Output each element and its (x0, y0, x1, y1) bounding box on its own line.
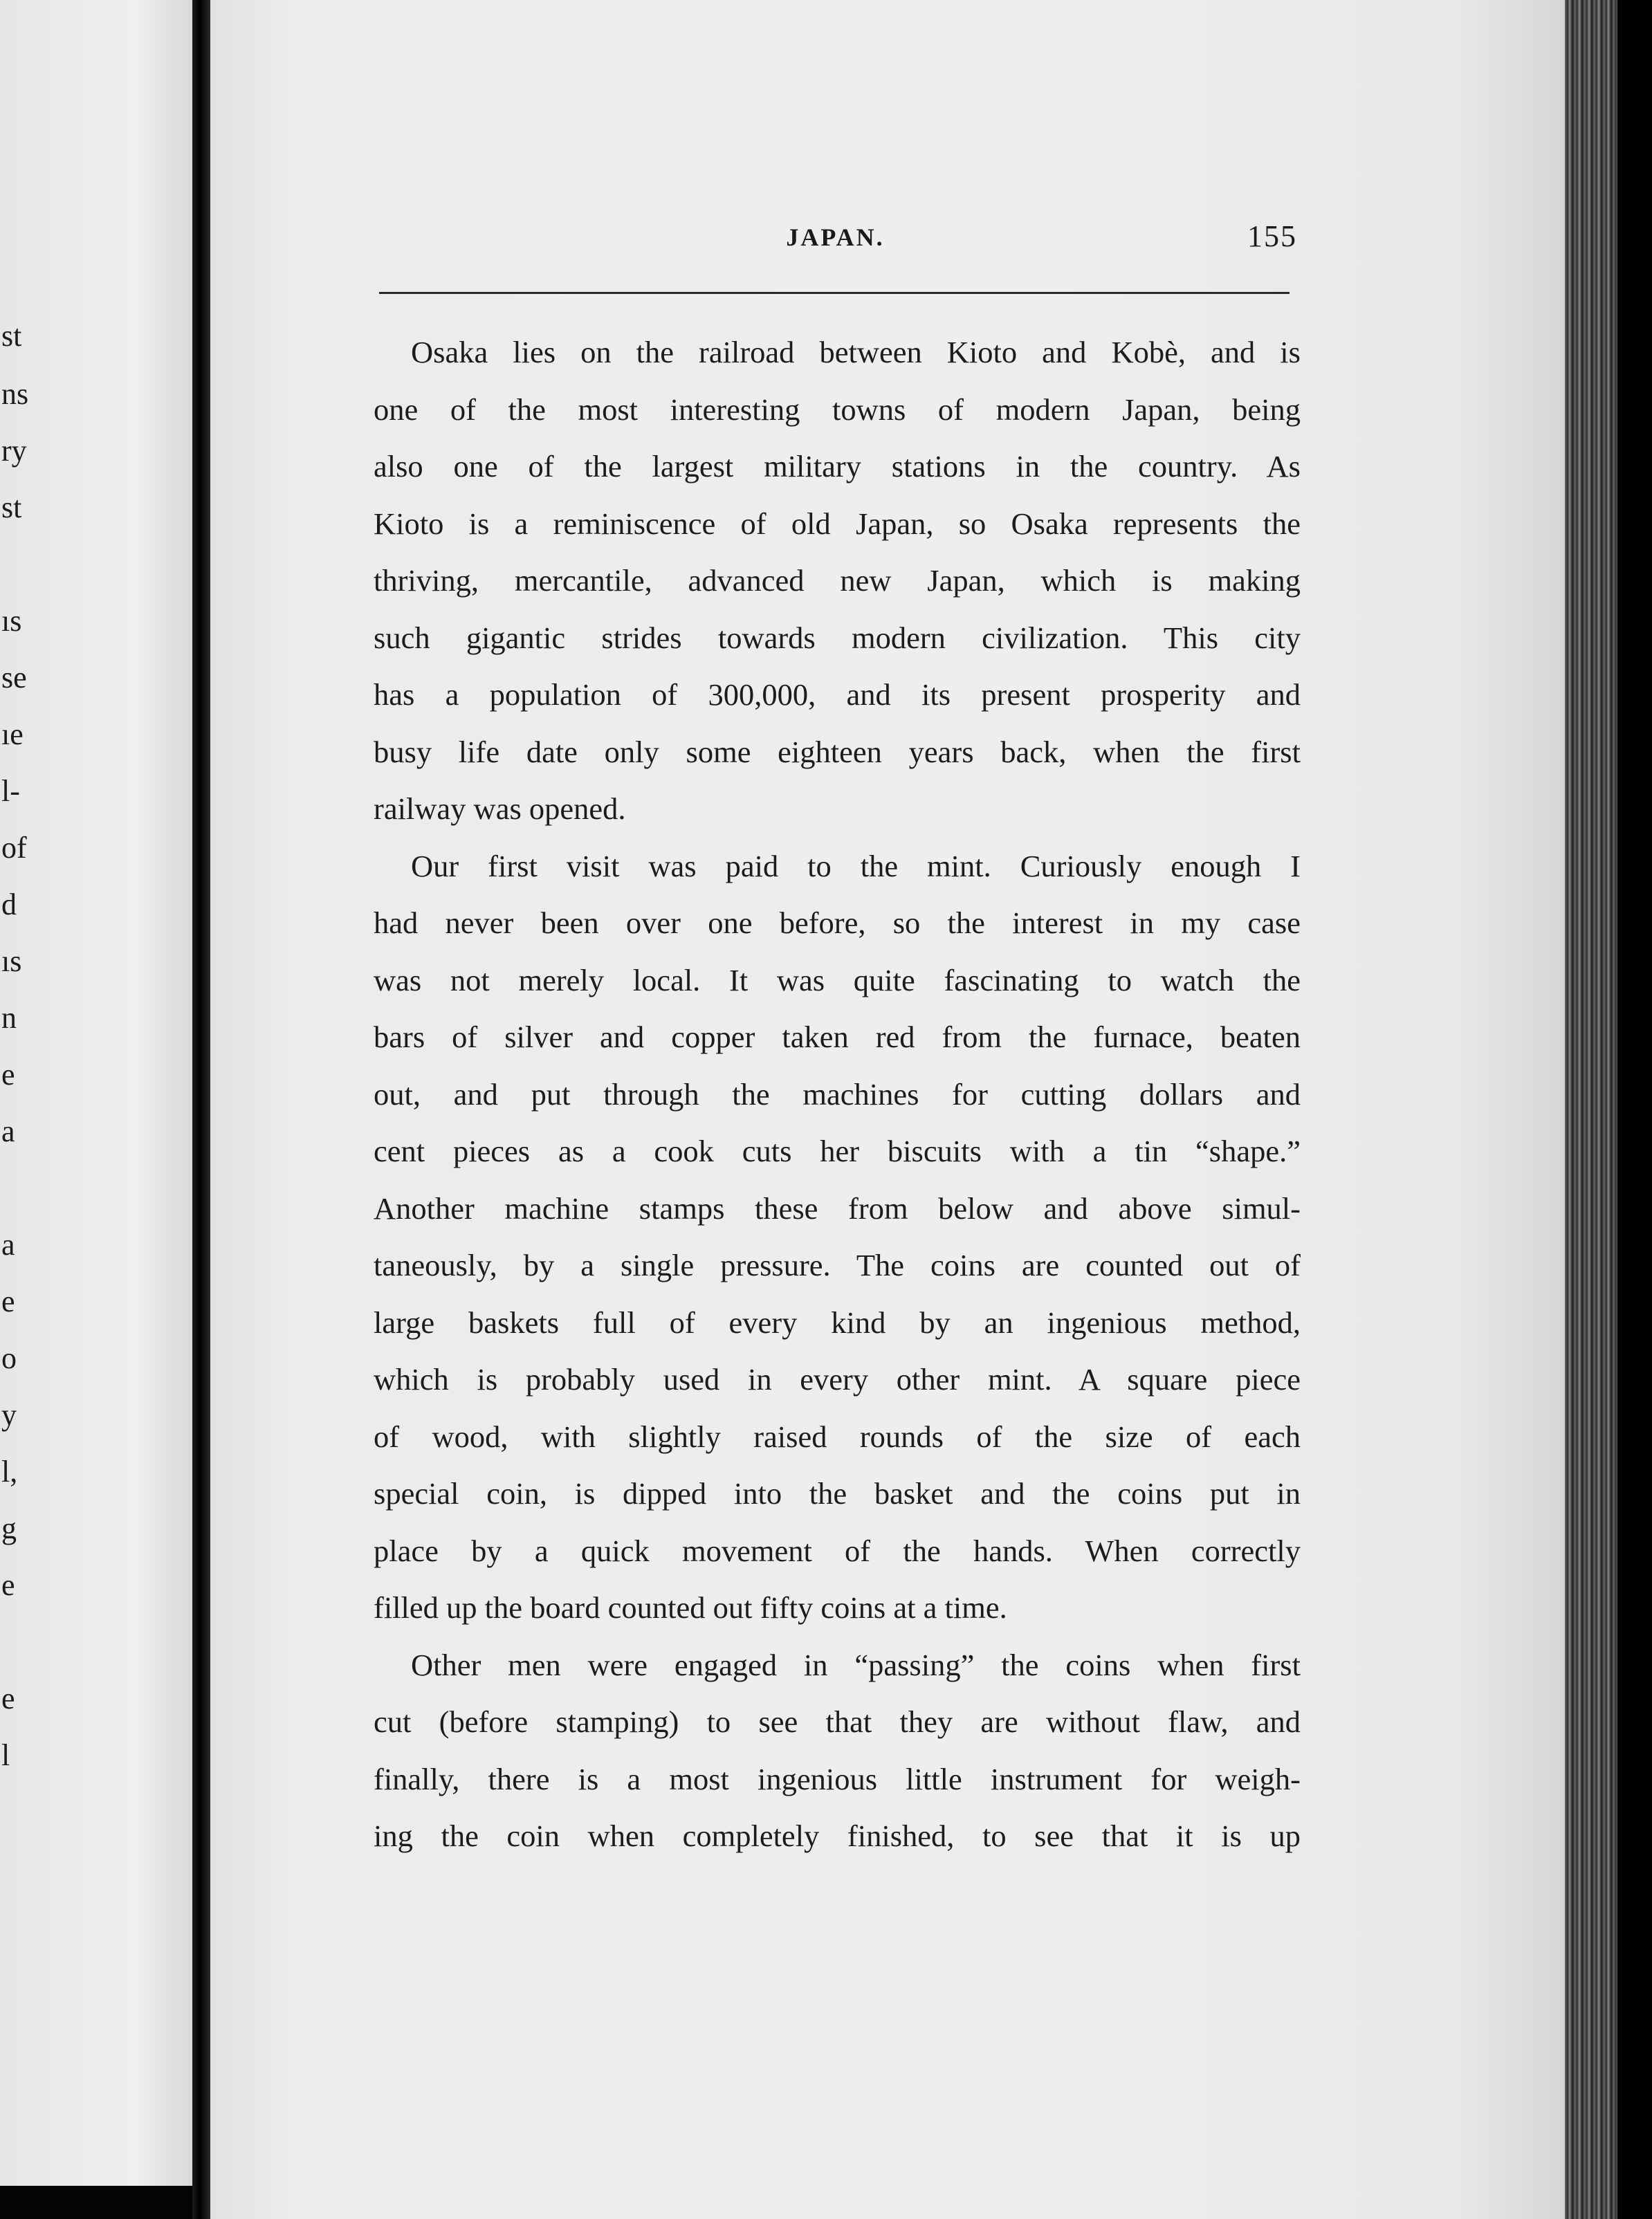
fragment: ıs (1, 944, 22, 978)
text-line: Our first visit was paid to the mint. Curiously enough I (411, 848, 1301, 883)
fragment: ıe (1, 717, 24, 751)
text-line: of wood, with slightly raised rounds of the size of each (374, 1419, 1301, 1454)
text-line: such gigantic strides towards modern civilization. This city (374, 620, 1301, 655)
text-line: cent pieces as a cook cuts her biscuits with a tin “shape.” (374, 1134, 1301, 1168)
previous-page-text-fragments (0, 0, 192, 2186)
page-number: 155 (1247, 219, 1297, 253)
fragment: e (1, 1285, 15, 1318)
body-text (374, 324, 1301, 1865)
text-line: had never been over one before, so the interest in my case (374, 905, 1301, 940)
fragment: l, (1, 1455, 18, 1489)
text-line: Kioto is a reminiscence of old Japan, so Osaka represents the (374, 506, 1301, 541)
fragment: e (1, 1058, 15, 1092)
text-line: special coin, is dipped into the basket and the coins put in (374, 1476, 1301, 1511)
fragment: d (1, 887, 17, 921)
text-line: also one of the largest military stations in the country. As (374, 449, 1301, 484)
running-head (374, 219, 1297, 264)
header-rule (379, 292, 1290, 294)
paragraph (374, 838, 1301, 1637)
text-line: thriving, mercantile, advanced new Japan, which is making (374, 563, 1301, 598)
text-line: Another machine stamps these from below and above simul- (374, 1190, 1301, 1226)
text-line: place by a quick movement of the hands. When correctly (374, 1533, 1301, 1568)
previous-page-edge (0, 0, 192, 2186)
text-line: cut (before stamping) to see that they are without flaw, and (374, 1704, 1301, 1739)
fragment: ıs (1, 604, 22, 638)
fragment: ry (1, 434, 27, 468)
fragment: o (1, 1341, 17, 1375)
fragment: e (1, 1568, 15, 1602)
fragment: a (1, 1114, 15, 1148)
page-edges (1565, 0, 1652, 2219)
text-line: filled up the board counted out fifty coins at a time. (374, 1590, 1007, 1625)
fragment: l (1, 1738, 10, 1772)
text-line: finally, there is a most ingenious little instrument for weigh- (374, 1761, 1301, 1796)
text-line: large baskets full of every kind by an ingenious method, (374, 1305, 1301, 1340)
fragment: a (1, 1228, 15, 1262)
text-line: taneously, by a single pressure. The coins are counted out of (374, 1248, 1301, 1282)
text-line: railway was opened. (374, 791, 626, 826)
text-line: busy life date only some eighteen years back, when the first (374, 734, 1301, 769)
fragment: e (1, 1682, 15, 1715)
text-line: Other men were engaged in “passing” the coins when first (411, 1647, 1301, 1682)
running-title: JAPAN. (786, 223, 885, 251)
fragment: y (1, 1398, 17, 1432)
fragment: of (1, 831, 27, 865)
paragraph (374, 1637, 1301, 1865)
fragment: g (1, 1511, 17, 1545)
fragment: n (1, 1001, 17, 1035)
text-line: out, and put through the machines for cutting dollars and (374, 1076, 1301, 1112)
book-gutter (192, 0, 210, 2219)
fragment: se (1, 661, 27, 694)
text-line: bars of silver and copper taken red from the furnace, beaten (374, 1020, 1301, 1054)
text-line: was not merely local. It was quite fascinating to watch the (374, 962, 1301, 997)
text-line: has a population of 300,000, and its present prosperity and (374, 677, 1301, 712)
text-line: which is probably used in every other mint. A square piece (374, 1362, 1301, 1397)
text-line: Osaka lies on the railroad between Kioto and Kobè, and is (411, 335, 1301, 369)
text-line: one of the most interesting towns of modern Japan, being (374, 392, 1301, 427)
fragment: ns (1, 377, 29, 411)
text-line: ing the coin when completely finished, to see that it is up (374, 1819, 1301, 1853)
fragment: st (1, 490, 22, 524)
paragraph (374, 324, 1301, 838)
fragment: st (1, 319, 22, 353)
fragment: l- (1, 774, 20, 808)
